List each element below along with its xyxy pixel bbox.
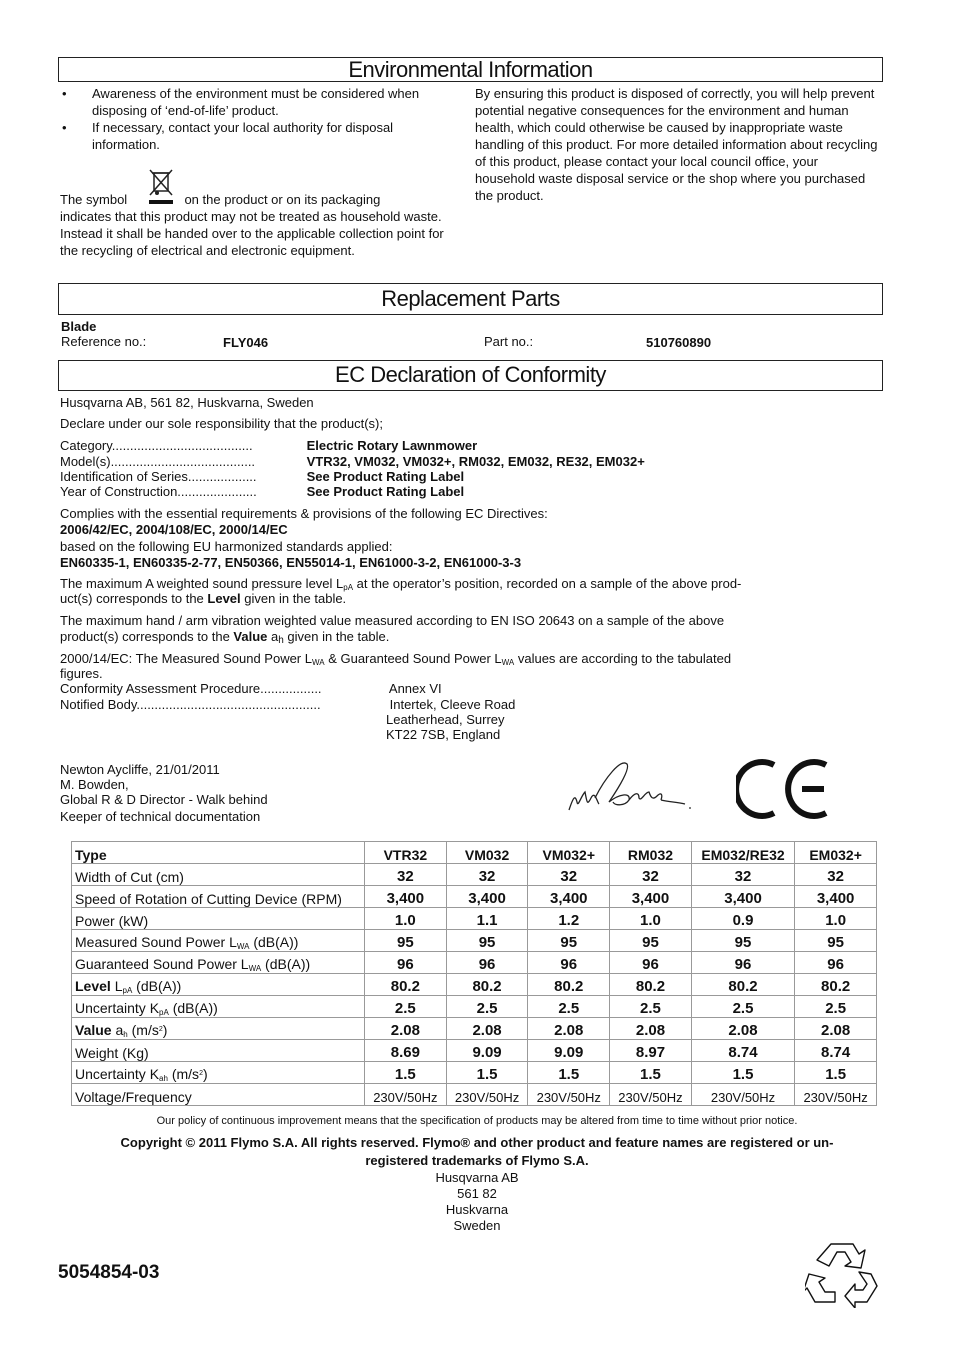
table-cell: 230V/50Hz <box>691 1084 794 1106</box>
ref-value: FLY046 <box>223 335 269 350</box>
table-cell: 96 <box>446 952 528 974</box>
header-model: VM032 <box>446 842 528 864</box>
row-label: Weight (Kg) <box>72 1040 365 1062</box>
table-cell: 2.5 <box>795 996 877 1018</box>
table-cell: 95 <box>528 930 610 952</box>
signoff-3: Keeper of technical documentation <box>60 809 261 824</box>
table-cell: 95 <box>365 930 447 952</box>
procedure-value: Annex VI <box>388 681 442 696</box>
table-row <box>72 1018 877 1040</box>
header-model: EM032+ <box>795 842 877 864</box>
header-model: RM032 <box>610 842 692 864</box>
row-label: Speed of Rotation of Cutting Device (RPM) <box>72 886 365 908</box>
table-cell: 80.2 <box>446 974 528 996</box>
sound-text-2: uct(s) corresponds to the Level given in the table. <box>60 591 347 606</box>
power-text-2: figures. <box>60 666 103 681</box>
row-label: Uncertainty $K_{pA}$ (dB(A)) <box>72 996 365 1018</box>
table-cell: 96 <box>795 952 877 974</box>
signature <box>565 758 695 816</box>
sound-text-1: The maximum A weighted sound pressure level $L_{pA}$ at the operator’s position, recorded on a sample of the above prod- <box>60 576 742 592</box>
table-cell: 95 <box>795 930 877 952</box>
doc-number: 5054854-03 <box>58 1262 160 1283</box>
year-value: See Product Rating Label <box>306 484 465 499</box>
table-cell: 3,400 <box>610 886 692 908</box>
address-2: Huskvarna <box>445 1202 509 1217</box>
notified-value-1: Leatherhead, Surrey <box>386 712 505 727</box>
policy-note: Our policy of continuous improvement means that the specification of products may be altered from time to time without prior notice. <box>156 1115 798 1127</box>
table-cell: 8.74 <box>691 1040 794 1062</box>
table-cell: 8.69 <box>365 1040 447 1062</box>
signoff-0: Newton Aycliffe, 21/01/2011 <box>60 762 220 777</box>
table-cell: 1.5 <box>446 1062 528 1084</box>
header-model: VM032+ <box>528 842 610 864</box>
complies-text: Complies with the essential requirements & provisions of the following EC Directives: <box>60 506 548 521</box>
ec-company: Husqvarna AB, 561 82, Huskvarna, Sweden <box>60 395 314 410</box>
symbol-before-text: The symbol <box>60 192 128 207</box>
table-cell: 1.0 <box>795 908 877 930</box>
notified-value-0: Intertek, Cleeve Road <box>389 697 516 712</box>
ce-mark-icon <box>736 757 830 821</box>
table-cell: 1.2 <box>528 908 610 930</box>
recycle-icon <box>805 1240 879 1308</box>
row-label: Uncertainty $K_{ah}$ $(m/s^2)$ <box>72 1062 365 1084</box>
signoff-1: M. Bowden, <box>60 777 129 792</box>
env-bullets <box>60 85 460 153</box>
table-cell: 95 <box>446 930 528 952</box>
table-cell: 95 <box>691 930 794 952</box>
row-label: Power (kW) <box>72 908 365 930</box>
table-cell: 80.2 <box>610 974 692 996</box>
env-symbol-line <box>60 191 380 208</box>
table-cell: 2.5 <box>446 996 528 1018</box>
table-cell: 1.1 <box>446 908 528 930</box>
table-row <box>72 1062 877 1084</box>
notified-row <box>60 697 515 712</box>
power-text-1: 2000/14/EC: The Measured Sound Power $L_{WA}$ & Guaranteed Sound Power $L_{WA}$ values are according to the tabulated <box>60 651 732 667</box>
table-cell: 3,400 <box>691 886 794 908</box>
table-cell: 9.09 <box>446 1040 528 1062</box>
table-row <box>72 886 877 908</box>
category-label: Category....................................... <box>60 438 253 453</box>
env-left-column <box>60 85 460 153</box>
table-cell: 2.5 <box>365 996 447 1018</box>
env-bullet-1: • Awareness of the environment must be considered when disposing of ‘end-of-life’ product. <box>60 85 460 119</box>
row-label: Guaranteed Sound Power $L_{WA}$ (dB(A)) <box>72 952 365 974</box>
table-cell: 80.2 <box>528 974 610 996</box>
table-cell: 230V/50Hz <box>446 1084 528 1106</box>
spec-table <box>71 841 877 1106</box>
ref-label: Reference no.: <box>61 334 147 349</box>
table-cell: 2.08 <box>365 1018 447 1040</box>
table-cell: 230V/50Hz <box>365 1084 447 1106</box>
table-cell: 2.08 <box>795 1018 877 1040</box>
table-cell: 80.2 <box>691 974 794 996</box>
table-cell: 32 <box>528 864 610 886</box>
env-symbol-text: indicates that this product may not be treated as household waste. Instead it shall be handed over to the applicable collection point for the recycling of electrical and electronic equipment. <box>60 209 444 258</box>
table-row <box>72 864 877 886</box>
based-on-text: based on the following EU harmonized standards applied: <box>60 539 393 554</box>
copyright-line-2: registered trademarks of Flymo S.A. <box>365 1153 589 1168</box>
table-cell: 96 <box>691 952 794 974</box>
weee-icon <box>147 191 175 207</box>
ec-declare: Declare under our sole responsibility that the product(s); <box>60 416 383 431</box>
year-label: Year of Construction...................... <box>60 484 257 499</box>
part-label: Part no.: <box>484 334 534 349</box>
table-cell: 96 <box>528 952 610 974</box>
table-cell: 1.0 <box>610 908 692 930</box>
table-cell: 80.2 <box>795 974 877 996</box>
table-cell: 2.5 <box>528 996 610 1018</box>
series-label: Identification of Series................... <box>60 469 257 484</box>
table-cell: 2.08 <box>610 1018 692 1040</box>
table-cell: 3,400 <box>365 886 447 908</box>
row-label: Voltage/Frequency <box>72 1084 365 1106</box>
standards: EN60335-1, EN60335-2-77, EN50366, EN55014-1, EN61000-3-2, EN61000-3-3 <box>60 555 522 570</box>
signoff-2: Global R & D Director - Walk behind <box>60 792 268 807</box>
row-label: Measured Sound Power $L_{WA}$ (dB(A)) <box>72 930 365 952</box>
table-cell: 80.2 <box>365 974 447 996</box>
row-label: Level $L_{pA}$ (dB(A)) <box>72 974 365 996</box>
table-cell: 3,400 <box>528 886 610 908</box>
table-cell: 32 <box>795 864 877 886</box>
table-cell: 3,400 <box>446 886 528 908</box>
notified-value-2: KT22 7SB, England <box>386 727 501 742</box>
model-row <box>60 454 645 469</box>
table-cell: 1.5 <box>528 1062 610 1084</box>
table-cell: 96 <box>365 952 447 974</box>
table-row <box>72 1084 877 1106</box>
env-bullet-2: • If necessary, contact your local authority for disposal information. <box>60 119 460 153</box>
model-value: VTR32, VM032, VM032+, RM032, EM032, RE32, EM032+ <box>306 454 645 469</box>
env-right-column: By ensuring this product is disposed of correctly, you will help prevent potential negative consequences for the environment and human health, which could otherwise be caused by inappropriate waste handling of this product. For more detailed information about recycling of this product, please contact your local council office, your household waste disposal service or the shop where you purchased the product. <box>475 86 878 203</box>
procedure-row <box>60 681 442 696</box>
table-cell: 96 <box>610 952 692 974</box>
table-cell: 32 <box>610 864 692 886</box>
table-cell: 2.5 <box>610 996 692 1018</box>
table-cell: 32 <box>446 864 528 886</box>
header-model: VTR32 <box>365 842 447 864</box>
table-cell: 9.09 <box>528 1040 610 1062</box>
table-cell: 32 <box>691 864 794 886</box>
table-cell: 1.5 <box>795 1062 877 1084</box>
table-cell: 230V/50Hz <box>528 1084 610 1106</box>
year-row <box>60 484 464 499</box>
address-1: 561 82 <box>457 1186 497 1201</box>
vibration-text-1: The maximum hand / arm vibration weighted value measured according to EN ISO 20643 on a sample of the above <box>60 613 725 628</box>
table-row <box>72 974 877 996</box>
series-value: See Product Rating Label <box>306 469 465 484</box>
table-cell: 1.0 <box>365 908 447 930</box>
directives: 2006/42/EC, 2004/108/EC, 2000/14/EC <box>60 522 288 537</box>
copyright-line-1: Copyright © 2011 Flymo S.A. All rights reserved. Flymo® and other product and feature names are registered or un- <box>120 1135 834 1150</box>
address-0: Husqvarna AB <box>435 1170 519 1185</box>
table-cell: 2.08 <box>691 1018 794 1040</box>
table-cell: 2.08 <box>446 1018 528 1040</box>
header-type: Type <box>72 842 365 864</box>
category-row <box>60 438 477 453</box>
table-row <box>72 908 877 930</box>
row-label: Width of Cut (cm) <box>72 864 365 886</box>
table-cell: 2.5 <box>691 996 794 1018</box>
table-cell: 3,400 <box>795 886 877 908</box>
part-value: 510760890 <box>646 335 712 350</box>
address-3: Sweden <box>453 1218 501 1233</box>
table-cell: 2.08 <box>528 1018 610 1040</box>
vibration-text-2: product(s) corresponds to the Value $a_h$ given in the table. <box>60 629 390 646</box>
table-cell: 8.74 <box>795 1040 877 1062</box>
table-cell: 230V/50Hz <box>610 1084 692 1106</box>
table-cell: 95 <box>610 930 692 952</box>
category-value: Electric Rotary Lawnmower <box>306 438 478 453</box>
header-model: EM032/RE32 <box>691 842 794 864</box>
table-row <box>72 1040 877 1062</box>
row-label: Value $a_h$ $(m/s^2)$ <box>72 1018 365 1040</box>
symbol-after-text: on the product or on its packaging <box>184 192 381 207</box>
series-row <box>60 469 464 484</box>
table-cell: 0.9 <box>691 908 794 930</box>
table-cell: 230V/50Hz <box>795 1084 877 1106</box>
table-cell: 32 <box>365 864 447 886</box>
notified-label: Notified Body................................................... <box>60 697 321 712</box>
table-cell: 8.97 <box>610 1040 692 1062</box>
env-heading: Environmental Information <box>58 57 883 82</box>
table-row <box>72 952 877 974</box>
procedure-label: Conformity Assessment Procedure................. <box>60 681 322 696</box>
table-cell: 1.5 <box>610 1062 692 1084</box>
table-row <box>72 996 877 1018</box>
model-label: Model(s)........................................ <box>60 454 256 469</box>
ec-heading: EC Declaration of Conformity <box>58 360 883 391</box>
table-cell: 1.5 <box>365 1062 447 1084</box>
parts-heading: Replacement Parts <box>58 283 883 315</box>
table-row <box>72 930 877 952</box>
table-header-row <box>72 842 877 864</box>
table-cell: 1.5 <box>691 1062 794 1084</box>
parts-item: Blade <box>61 319 97 334</box>
